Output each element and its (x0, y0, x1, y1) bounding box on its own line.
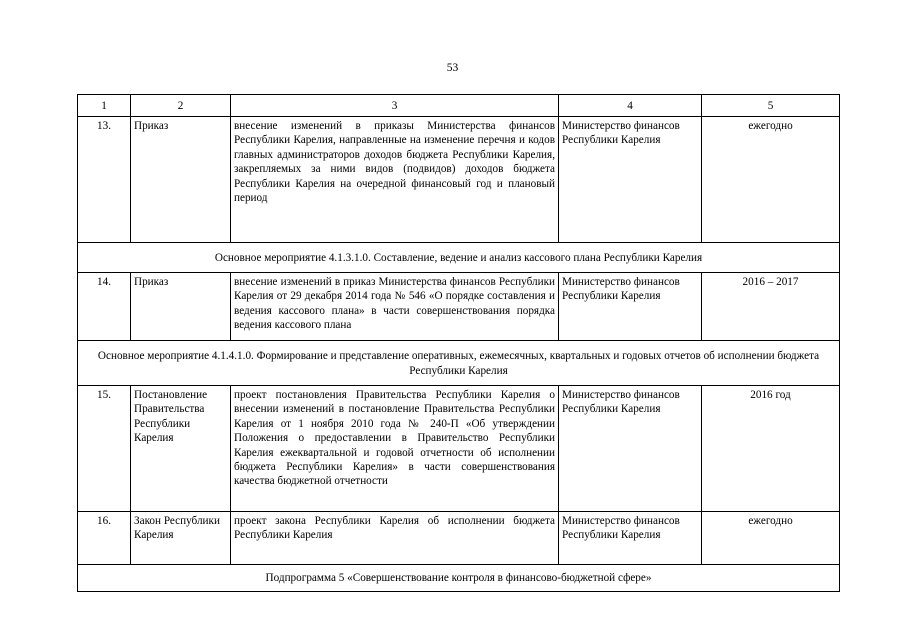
column-header-2: 2 (131, 95, 231, 117)
document-content: внесение изменений в приказы Министерства финансов Республики Карелия, направленные на изменение перечня и кодов главных администраторов доходов бюджета Республики Карелия, закрепляемых за ними видов (подвидов) доходов бюджета Республики Карелия на очередной финансовый год и плановый период (231, 117, 559, 243)
section-row (78, 565, 840, 592)
term: ежегодно (702, 512, 840, 565)
document-type: Закон Республики Карелия (131, 512, 231, 565)
document-type: Приказ (131, 273, 231, 341)
row-number: 13. (78, 117, 131, 243)
document-content: внесение изменений в приказ Министерства финансов Республики Карелия от 29 декабря 2014 года № 546 «О порядке составления и ведения кассового плана» в части совершенствования порядка ведения кассового плана (231, 273, 559, 341)
column-header-5: 5 (702, 95, 840, 117)
section-title: Основное мероприятие 4.1.3.1.0. Составление, ведение и анализ кассового плана Республики Карелия (78, 243, 840, 273)
term: 2016 – 2017 (702, 273, 840, 341)
document-type: Приказ (131, 117, 231, 243)
executor: Министерство финансов Республики Карелия (559, 512, 702, 565)
column-header-4: 4 (559, 95, 702, 117)
term: 2016 год (702, 386, 840, 512)
table-row-15 (78, 386, 840, 512)
document-type: Постановление Правительства Республики Карелия (131, 386, 231, 512)
row-number: 15. (78, 386, 131, 512)
section-row (78, 243, 840, 273)
document-content: проект закона Республики Карелия об исполнении бюджета Республики Карелия (231, 512, 559, 565)
column-header-1: 1 (78, 95, 131, 117)
table-row-13 (78, 117, 840, 243)
page-number: 53 (446, 62, 459, 74)
section-title: Основное мероприятие 4.1.4.1.0. Формирование и представление оперативных, ежемесячных, квартальных и годовых отчетов об исполнении бюджета Республики Карелия (78, 341, 840, 386)
row-number: 14. (78, 273, 131, 341)
executor: Министерство финансов Республики Карелия (559, 273, 702, 341)
executor: Министерство финансов Республики Карелия (559, 117, 702, 243)
section-row (78, 341, 840, 386)
table-row-16 (78, 512, 840, 565)
row-number: 16. (78, 512, 131, 565)
table-row-14 (78, 273, 840, 341)
executor: Министерство финансов Республики Карелия (559, 386, 702, 512)
column-header-3: 3 (231, 95, 559, 117)
section-title: Подпрограмма 5 «Совершенствование контроля в финансово-бюджетной сфере» (78, 565, 840, 592)
document-content: проект постановления Правительства Республики Карелия о внесении изменений в постановление Правительства Республики Карелия от 1 ноября 2010 года № 240-П «Об утверждении Положения о предоставлении в Правительство Республики Карелия ежеквартальной и годовой отчетности об исполнении бюджета Республики Карелия» в части совершенствования качества бюджетной отчетности (231, 386, 559, 512)
term: ежегодно (702, 117, 840, 243)
table-header-row (78, 95, 840, 117)
measures-table (77, 94, 840, 592)
